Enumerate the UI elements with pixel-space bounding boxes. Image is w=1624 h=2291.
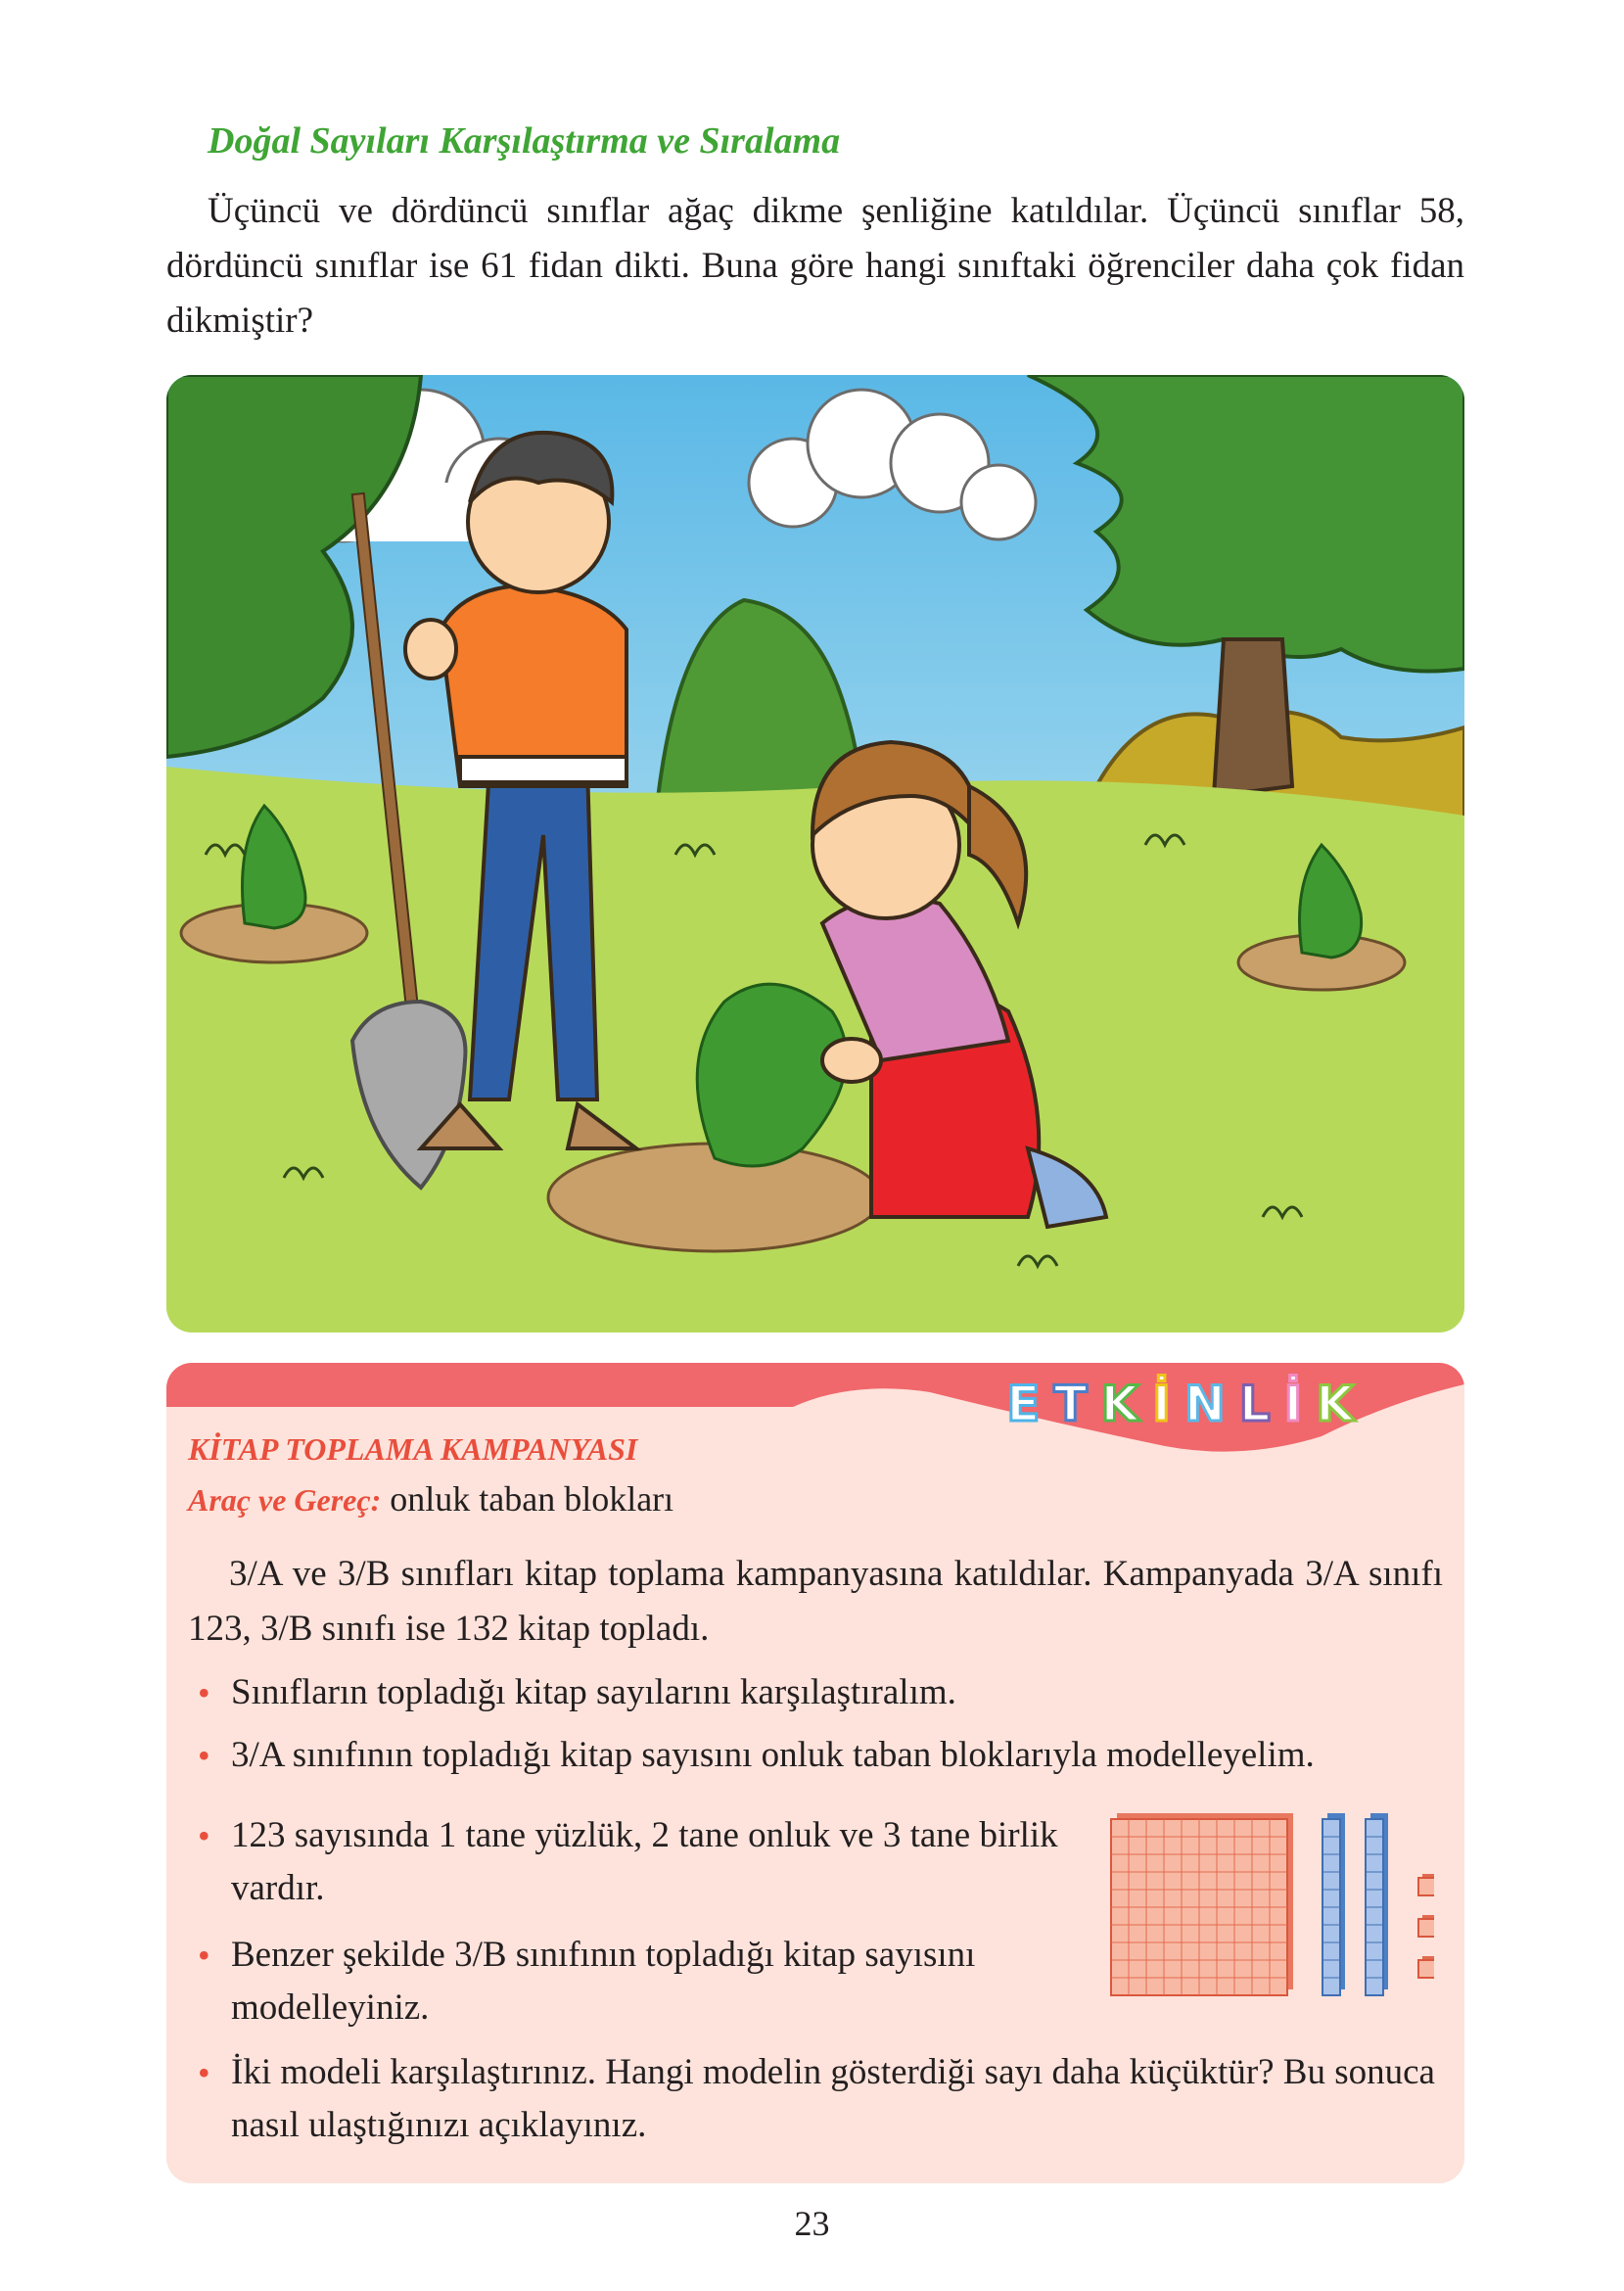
badge-letter: L bbox=[1238, 1376, 1271, 1432]
badge-letter: N bbox=[1183, 1376, 1226, 1432]
page-number: 23 bbox=[794, 2204, 830, 2243]
activity-title: KİTAP TOPLAMA KAMPANYASI bbox=[188, 1431, 638, 1467]
bullet-item: • Benzer şekilde 3/B sınıfının topladığı kitap sayısını modelleyiniz. bbox=[188, 1929, 1092, 2034]
materials-line bbox=[188, 1478, 673, 1520]
intro-paragraph: Üçüncü ve dördüncü sınıflar ağaç dikme şenliğine katıldılar. Üçüncü sınıflar 58, dördüncü sınıflar ise 61 fidan dikti. Buna göre hangi sınıftaki öğrenciler daha çok fidan dikmiştir? bbox=[166, 191, 1464, 341]
badge-letter: E bbox=[1006, 1376, 1041, 1432]
badge-letter: İ bbox=[1152, 1376, 1171, 1432]
materials-label: Araç ve Gereç: bbox=[188, 1482, 382, 1518]
badge-letter: T bbox=[1053, 1376, 1088, 1432]
illustration-artwork bbox=[166, 375, 1464, 1333]
bullet-item: • İki modeli karşılaştırınız. Hangi modelin gösterdiği sayı daha küçüktür? Bu sonuca nasıl ulaştığınızı açıklayınız. bbox=[188, 2046, 1445, 2152]
badge-letter: K bbox=[1316, 1376, 1354, 1432]
ones-cube bbox=[1418, 1878, 1434, 1895]
tree-planting-illustration bbox=[166, 375, 1464, 1333]
badge-letter: K bbox=[1100, 1376, 1139, 1432]
etkinlik-badge bbox=[1001, 1375, 1359, 1433]
materials-value: onluk taban blokları bbox=[381, 1479, 674, 1519]
ones-cube bbox=[1418, 1919, 1434, 1937]
activity-panel bbox=[166, 1363, 1464, 2183]
badge-letter: İ bbox=[1283, 1376, 1303, 1432]
base-ten-blocks-model bbox=[1101, 1809, 1434, 2005]
bullet-item: • 3/A sınıfının topladığı kitap sayısını onluk taban bloklarıyla modelleyelim. bbox=[188, 1729, 1445, 1782]
pine-trunk bbox=[1214, 639, 1292, 796]
bullet-item: • 123 sayısında 1 tane yüzlük, 2 tane onluk ve 3 tane birlik vardır. bbox=[188, 1809, 1092, 1915]
bullet-item: • Sınıfların topladığı kitap sayılarını karşılaştıralım. bbox=[188, 1666, 1445, 1719]
activity-intro: 3/A ve 3/B sınıfları kitap toplama kampanyasına katıldılar. Kampanyada 3/A sınıfı 123, 3/B sınıfı ise 132 kitap topladı. bbox=[188, 1554, 1443, 1649]
section-title: Doğal Sayıları Karşılaştırma ve Sıralama bbox=[208, 120, 841, 162]
ones-cube bbox=[1418, 1960, 1434, 1978]
